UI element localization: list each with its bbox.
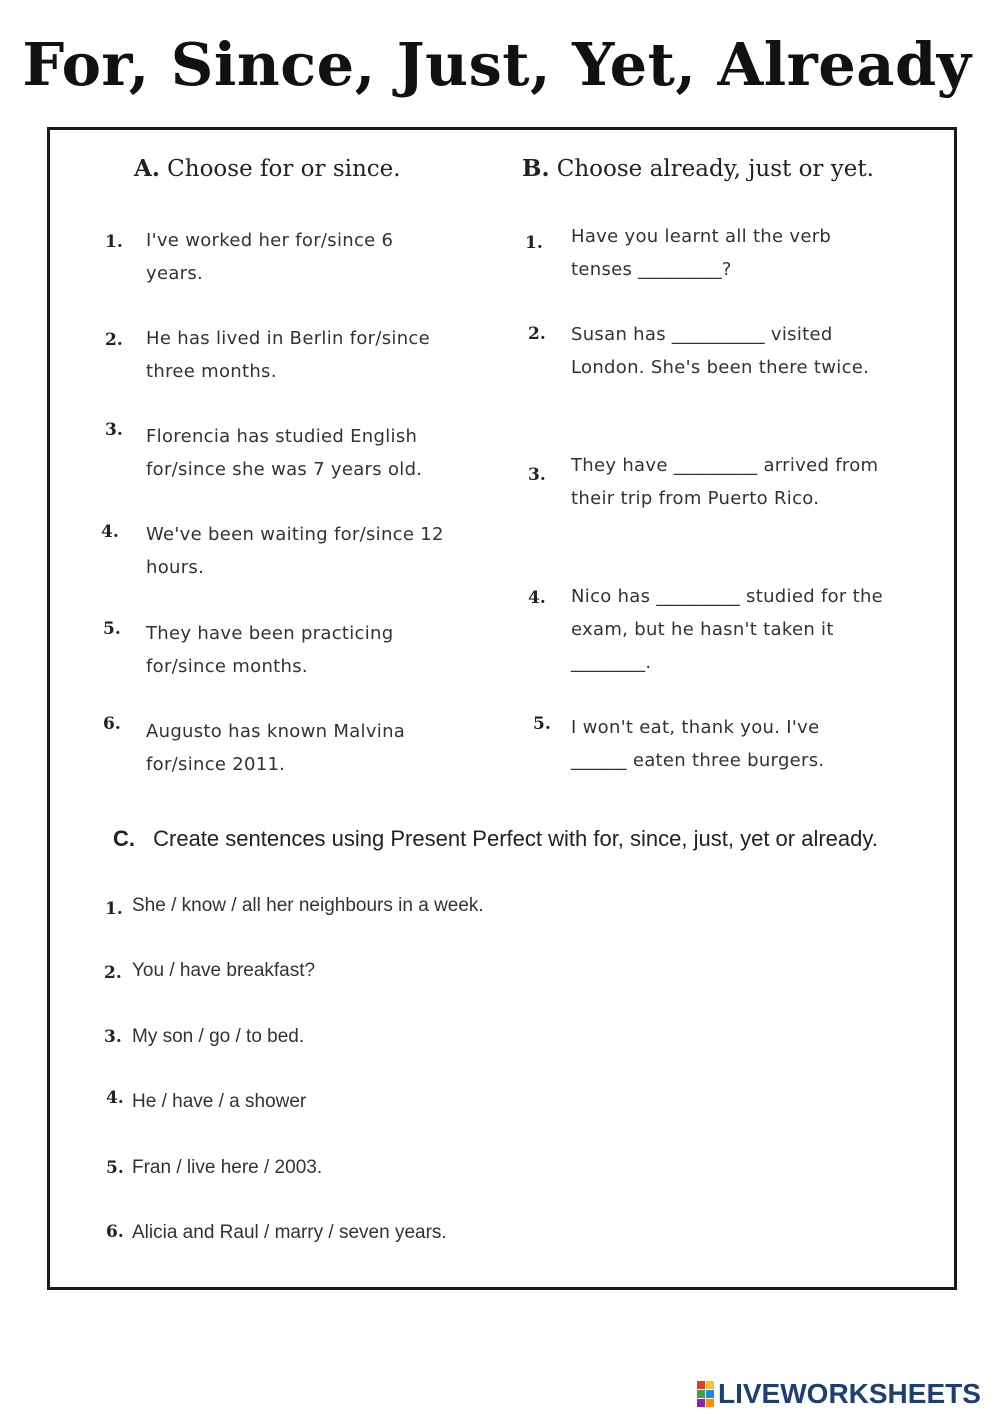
c-item-6-text: Alicia and Raul / marry / seven years. [132, 1222, 447, 1243]
b-item-5-text: I won't eat, thank you. I've ______ eaten three burgers. [571, 717, 825, 771]
liveworksheets-logo[interactable] [697, 1379, 981, 1409]
section-a-letter: A. [134, 155, 160, 182]
b-item-1-text: Have you learnt all the verb tenses _________? [571, 226, 832, 280]
c-item-1-number: 1. [105, 899, 123, 919]
a-item-2-text: He has lived in Berlin for/since three months. [146, 328, 431, 382]
c-item-3-text: My son / go / to bed. [132, 1026, 305, 1047]
c-item-2-text: You / have breakfast? [132, 960, 316, 981]
a-item-5-text: They have been practicing for/since months. [146, 623, 394, 677]
b-item-5-number: 5. [533, 714, 551, 734]
a-item-4-text: We've been waiting for/since 12 hours. [146, 524, 444, 578]
a-item-1-text: I've worked her for/since 6 years. [146, 230, 394, 284]
c-item-5-text: Fran / live here / 2003. [132, 1157, 323, 1178]
section-c-heading [113, 826, 878, 852]
section-a-instruction: Choose for or since. [167, 156, 401, 182]
a-item-3-number: 3. [105, 420, 123, 440]
a-item-6-number: 6. [103, 714, 121, 734]
b-item-2-text: Susan has __________ visited London. She's been there twice. [571, 324, 870, 378]
a-item-2-number: 2. [105, 330, 123, 350]
section-b-instruction: Choose already, just or yet. [556, 156, 874, 182]
b-item-4-text: Nico has _________ studied for the exam, but he hasn't taken it ________. [571, 586, 884, 673]
a-item-3-text: Florencia has studied English for/since she was 7 years old. [146, 426, 423, 480]
section-b-heading [522, 155, 874, 182]
c-item-1-text: She / know / all her neighbours in a week. [132, 895, 484, 916]
section-c-instruction: Create sentences using Present Perfect with for, since, just, yet or already. [153, 826, 878, 851]
b-item-3-text: They have _________ arrived from their trip from Puerto Rico. [571, 455, 879, 509]
section-b-letter: B. [522, 155, 550, 182]
b-item-2-number: 2. [528, 324, 546, 344]
c-item-4-text: He / have / a shower [132, 1091, 307, 1112]
c-item-6-number: 6. [106, 1222, 124, 1242]
c-item-4-number: 4. [106, 1088, 124, 1108]
b-item-1-number: 1. [525, 233, 543, 253]
c-item-3-number: 3. [104, 1027, 122, 1047]
a-item-5-number: 5. [103, 619, 121, 639]
logo-squares-icon [697, 1381, 714, 1407]
a-item-4-number: 4. [101, 522, 119, 542]
b-item-4-number: 4. [528, 588, 546, 608]
a-item-1-number: 1. [105, 232, 123, 252]
c-item-5-number: 5. [106, 1158, 124, 1178]
logo-text: LIVEWORKSHEETS [718, 1378, 981, 1409]
a-item-6-text: Augusto has known Malvina for/since 2011. [146, 721, 406, 775]
b-item-3-number: 3. [528, 465, 546, 485]
exercise-frame [47, 127, 957, 1290]
c-item-2-number: 2. [104, 963, 122, 983]
worksheet-title: For, Since, Just, Yet, Already [22, 30, 972, 99]
section-c-letter: C. [113, 826, 135, 851]
section-a-heading [134, 155, 401, 182]
